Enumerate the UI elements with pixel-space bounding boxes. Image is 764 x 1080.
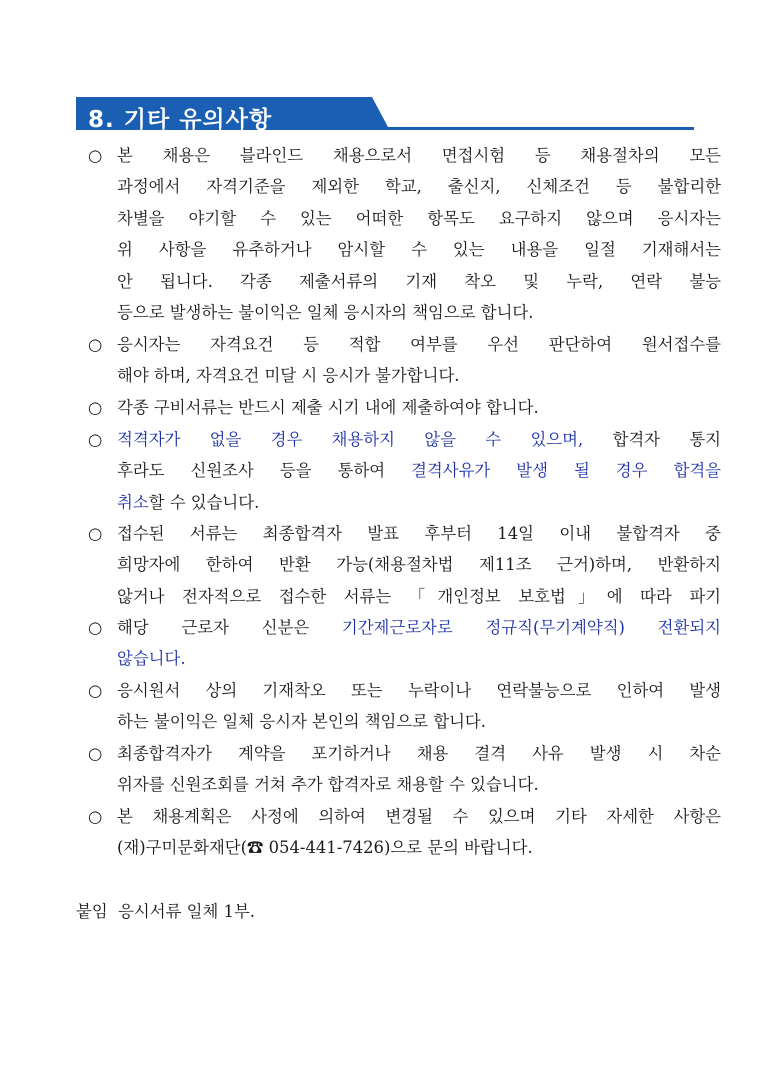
notice-line: [117, 360, 721, 391]
notice-item: [88, 392, 721, 423]
notice-line: [117, 801, 721, 832]
bullet-circle: ○: [88, 744, 103, 763]
attachment-note: [76, 898, 255, 922]
line-text: 위 사항을 유추하거나 암시할 수 있는 내용을 일절 기재해서는: [117, 240, 721, 260]
notice-line: [117, 297, 721, 328]
notice-line: [117, 266, 721, 297]
line-text: 해야 하며, 자격요건 미달 시 응시가 불가합니다.: [117, 366, 460, 386]
line-text: 접수된 서류는 최종합격자 발표 후부터 14일 이내 불합격자 중: [117, 524, 721, 543]
line-text: 응시원서 상의 기재착오 또는 누락이나 연락불능으로 인하여 발생: [117, 681, 721, 700]
notice-line: [117, 329, 721, 360]
line-text: 본 채용계획은 사정에 의하여 변경될 수 있으며 기타 자세한 사항은: [117, 807, 721, 826]
notice-item: [88, 801, 721, 864]
highlight-text: 취소: [117, 492, 149, 512]
notice-line: [117, 549, 721, 580]
line-text: 차별을 야기할 수 있는 어떠한 항목도 요구하지 않으며 응시자는: [117, 208, 721, 228]
attachment-label: 붙임: [76, 902, 108, 921]
notice-item: [88, 329, 721, 392]
notice-line: [117, 487, 721, 518]
bullet-circle: ○: [88, 524, 103, 543]
line-text: 희망자에 한하여 반환 가능(채용절차법 제11조 근거)하며, 반환하지: [117, 555, 721, 575]
section-header: [76, 97, 694, 135]
line-text: 안 됩니다. 각종 제출서류의 기재 착오 및 누락, 연락 불능: [117, 271, 721, 291]
line-text: 본 채용은 블라인드 채용으로서 면접시험 등 채용절차의 모든: [117, 146, 721, 165]
highlight-text: 기간제근로자로 정규직(무기계약직) 전환되지: [341, 618, 721, 637]
highlight-text: 결격사유가 발생 될 경우 합격을: [411, 461, 721, 481]
notice-line: [117, 203, 721, 234]
line-text: 않거나 전자적으로 접수한 서류는 「개인정보 보호법」에 따라 파기: [117, 586, 721, 606]
notice-line: [117, 832, 721, 863]
line-text: 할 수 있습니다.: [148, 492, 260, 512]
notice-line: [117, 455, 721, 486]
notice-line: [117, 518, 721, 549]
attachment-text: 응시서류 일체 1부.: [118, 902, 255, 921]
bullet-circle: ○: [88, 618, 103, 637]
line-text: 하는 불이익은 일체 응시자 본인의 책임으로 합니다.: [117, 712, 486, 732]
bullet-circle: ○: [88, 807, 103, 826]
line-text: (재)구미문화재단(☎ 054-441-7426)으로 문의 바랍니다.: [117, 838, 533, 858]
notice-line: [117, 769, 721, 800]
line-text: 합격자 통지: [583, 430, 721, 449]
notice-line: [117, 392, 721, 423]
line-text: 응시자는 자격요건 등 적합 여부를 우선 판단하여 원서접수를: [117, 335, 721, 354]
notice-item: [88, 675, 721, 738]
line-text: 해당 근로자 신분은: [117, 618, 342, 637]
highlight-text: 적격자가 없을 경우 채용하지 않을 수 있으며,: [117, 430, 584, 449]
notice-item: [88, 424, 721, 518]
notice-line: [117, 612, 721, 643]
notice-line: [117, 140, 721, 171]
notice-line: [117, 171, 721, 202]
notice-line: [117, 706, 721, 737]
notice-line: [117, 424, 721, 455]
notice-line: [117, 581, 721, 612]
line-text: 최종합격자가 계약을 포기하거나 채용 결격 사유 발생 시 차순: [117, 744, 721, 763]
notice-item: [88, 738, 721, 801]
notice-line: [117, 675, 721, 706]
notice-line: [117, 738, 721, 769]
bullet-circle: ○: [88, 430, 103, 449]
line-text: 각종 구비서류는 반드시 제출 시기 내에 제출하여야 합니다.: [117, 398, 539, 417]
bullet-circle: ○: [88, 335, 103, 354]
section-title: 8. 기타 유의사항: [88, 107, 273, 133]
bullet-circle: ○: [88, 681, 103, 700]
notice-line: [117, 643, 721, 674]
line-text: 등으로 발생하는 불이익은 일체 응시자의 책임으로 합니다.: [117, 303, 534, 323]
bullet-circle: ○: [88, 398, 103, 417]
notice-item: [88, 612, 721, 675]
notice-line: [117, 234, 721, 265]
notice-item: [88, 140, 721, 328]
highlight-text: 않습니다.: [117, 649, 186, 669]
line-text: 위자를 신원조회를 거쳐 추가 합격자로 채용할 수 있습니다.: [117, 775, 539, 795]
notice-item: [88, 518, 721, 612]
line-text: 과정에서 자격기준을 제외한 학교, 출신지, 신체조건 등 불합리한: [117, 177, 721, 197]
line-text: 후라도 신원조사 등을 통하여: [117, 461, 412, 481]
bullet-circle: ○: [88, 146, 103, 165]
